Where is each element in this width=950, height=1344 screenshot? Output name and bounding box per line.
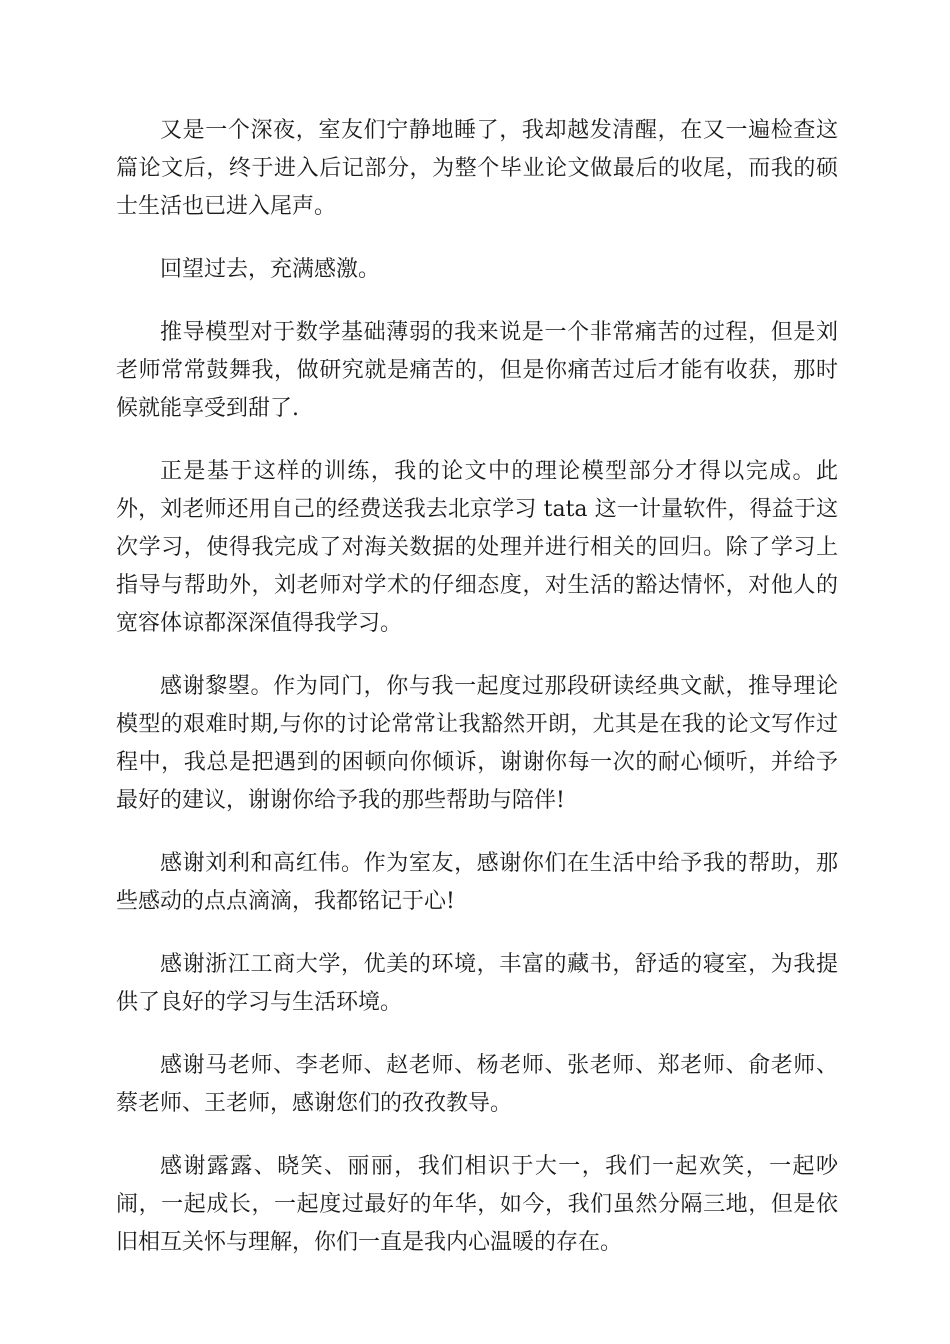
paragraph-6: 感谢刘利和高红伟。作为室友，感谢你们在生活中给予我的帮助，那些感动的点点滴滴，我都铭记于心! bbox=[116, 851, 838, 914]
document-body bbox=[116, 112, 838, 1287]
paragraph-4: 正是基于这样的训练，我的论文中的理论模型部分才得以完成。此外，刘老师还用自己的经费送我去北京学习 tata 这一计量软件，得益于这次学习，使得我完成了对海关数据的处理并进行相关的回归。除了学习上指导与帮助外，刘老师对学术的仔细态度，对生活的豁达情怀，对他人的宽容体谅都深深值得我学习。 bbox=[116, 459, 838, 636]
paragraph-8: 感谢马老师、李老师、赵老师、杨老师、张老师、郑老师、俞老师、蔡老师、王老师，感谢您们的孜孜教导。 bbox=[116, 1053, 838, 1116]
paragraph-9: 感谢露露、晓笑、丽丽，我们相识于大一，我们一起欢笑，一起吵闹，一起成长，一起度过最好的年华，如今，我们虽然分隔三地，但是依旧相互关怀与理解，你们一直是我内心温暖的存在。 bbox=[116, 1154, 838, 1255]
paragraph-3: 推导模型对于数学基础薄弱的我来说是一个非常痛苦的过程，但是刘老师常常鼓舞我，做研究就是痛苦的，但是你痛苦过后才能有收获，那时候就能享受到甜了. bbox=[116, 320, 838, 421]
paragraph-1: 又是一个深夜，室友们宁静地睡了，我却越发清醒，在又一遍检查这篇论文后，终于进入后记部分，为整个毕业论文做最后的收尾，而我的硕士生活也已进入尾声。 bbox=[116, 118, 838, 219]
paragraph-2: 回望过去，充满感激。 bbox=[160, 257, 381, 282]
paragraph-5: 感谢黎曌。作为同门，你与我一起度过那段研读经典文献，推导理论模型的艰难时期,与你的讨论常常让我豁然开朗，尤其是在我的论文写作过程中，我总是把遇到的困顿向你倾诉，谢谢你每一次的耐心倾听，并给予最好的建议，谢谢你给予我的那些帮助与陪伴! bbox=[116, 674, 838, 813]
paragraph-7: 感谢浙江工商大学，优美的环境，丰富的藏书，舒适的寝室，为我提供了良好的学习与生活环境。 bbox=[116, 952, 838, 1015]
